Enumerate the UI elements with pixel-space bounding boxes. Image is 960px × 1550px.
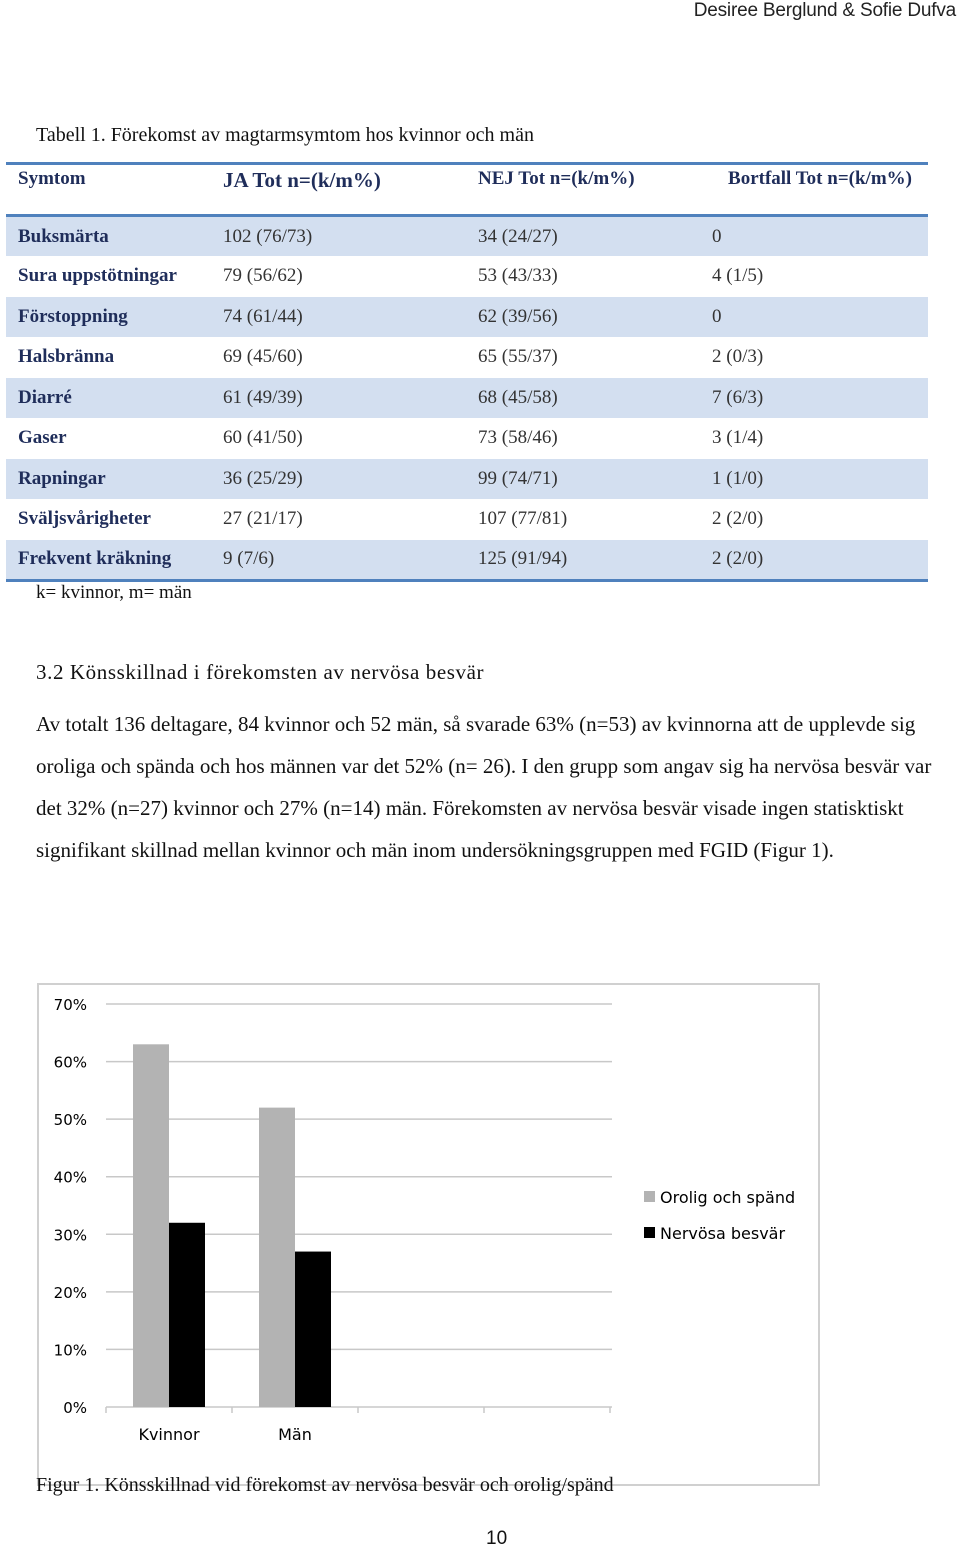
value-cell: 61 (49/39) [223, 386, 303, 408]
section-paragraph: Av totalt 136 deltagare, 84 kvinnor och 52 män, så svarade 63% (n=53) av kvinnorna att de upplevde sig oroliga och spända och hos männen var det 52% (n= 26). I den grupp som angav sig ha nervösa besvär var det 32% (n=27) kvinnor och 27% (n=14) män. Förekomsten av nervösa besvär visade ingen statisktiskt signifikant skillnad mellan kvinnor och män inom undersökningsgruppen med FGID (Figur 1). [36, 712, 932, 862]
value-cell: 62 (39/56) [478, 305, 558, 327]
value-cell: 65 (55/37) [478, 346, 558, 368]
value-cell: 74 (61/44) [223, 305, 303, 327]
symptom-cell: Rapningar [18, 467, 106, 489]
symptom-cell: Sväljsvårigheter [18, 508, 151, 530]
value-cell: 34 (24/27) [478, 225, 558, 247]
y-tick-label: 0% [63, 1399, 87, 1417]
table-note: k= kvinnor, m= män [36, 582, 192, 603]
header-ja: JA Tot n=(k/m%) [223, 168, 381, 192]
figure-caption: Figur 1. Könsskillnad vid förekomst av nervösa besvär och orolig/spänd [36, 1474, 614, 1496]
value-cell: 0 [712, 225, 722, 247]
y-tick-label: 30% [53, 1226, 87, 1245]
symptom-cell: Gaser [18, 427, 67, 449]
header-nej: NEJ Tot n=(k/m%) [478, 168, 635, 189]
x-category-label: Män [278, 1425, 312, 1444]
legend-swatch [644, 1227, 655, 1238]
symptom-cell: Halsbränna [18, 346, 115, 368]
bar-nervosa-kvinnor [169, 1223, 205, 1407]
y-tick-label: 70% [53, 996, 87, 1014]
table-row [6, 256, 928, 297]
header-symtom: Symtom [18, 168, 86, 189]
value-cell: 60 (41/50) [223, 427, 303, 449]
bar-orolig-män [259, 1108, 295, 1407]
table-row [6, 337, 928, 378]
symptom-table [6, 162, 928, 582]
table-row [6, 540, 928, 581]
symptom-cell: Frekvent kräkning [18, 548, 172, 569]
y-tick-label: 10% [53, 1341, 87, 1360]
table-row [6, 378, 928, 419]
symptom-cell: Diarré [18, 386, 72, 408]
value-cell: 107 (77/81) [478, 508, 568, 530]
symptom-cell: Förstoppning [18, 305, 128, 327]
value-cell: 102 (76/73) [223, 225, 313, 247]
table-caption: Tabell 1. Förekomst av magtarmsymtom hos kvinnor och män [36, 124, 534, 146]
value-cell: 3 (1/4) [712, 427, 764, 449]
table-row [6, 459, 928, 500]
table-row [6, 216, 928, 257]
y-tick-label: 50% [53, 1111, 87, 1130]
header-bortfall: Bortfall Tot n=(k/m%) [728, 168, 912, 189]
value-cell: 69 (45/60) [223, 346, 303, 368]
value-cell: 53 (43/33) [478, 265, 558, 287]
legend-label: Nervösa besvär [660, 1224, 786, 1243]
section-heading: 3.2 Könsskillnad i förekomsten av nervösa besvär [36, 660, 485, 684]
value-cell: 2 (2/0) [712, 548, 764, 569]
table-row [6, 297, 928, 338]
legend-label: Orolig och spänd [660, 1188, 796, 1207]
value-cell: 36 (25/29) [223, 467, 303, 489]
value-cell: 1 (1/0) [712, 467, 764, 489]
running-header: Desiree Berglund & Sofie Dufva [693, 0, 956, 21]
x-category-label: Kvinnor [138, 1425, 200, 1444]
table-header-row [6, 164, 928, 216]
value-cell: 2 (0/3) [712, 346, 764, 368]
value-cell: 9 (7/6) [223, 548, 275, 569]
value-cell: 99 (74/71) [478, 467, 558, 489]
y-tick-label: 20% [53, 1283, 87, 1302]
symptom-cell: Buksmärta [18, 225, 109, 247]
y-tick-label: 40% [53, 1168, 87, 1187]
value-cell: 2 (2/0) [712, 508, 764, 530]
bar-nervosa-män [295, 1252, 331, 1407]
value-cell: 27 (21/17) [223, 508, 303, 530]
value-cell: 79 (56/62) [223, 265, 303, 287]
y-tick-label: 60% [53, 1053, 87, 1072]
bar-orolig-kvinnor [133, 1044, 169, 1407]
value-cell: 4 (1/5) [712, 265, 764, 287]
value-cell: 125 (91/94) [478, 548, 568, 569]
table-row [6, 418, 928, 459]
page-number: 10 [486, 1528, 508, 1549]
symptom-cell: Sura uppstötningar [18, 265, 177, 287]
value-cell: 7 (6/3) [712, 386, 764, 408]
table-row [6, 499, 928, 540]
bar-chart [37, 983, 820, 1486]
value-cell: 0 [712, 305, 722, 327]
legend-swatch [644, 1191, 655, 1202]
value-cell: 73 (58/46) [478, 427, 558, 449]
value-cell: 68 (45/58) [478, 386, 558, 408]
